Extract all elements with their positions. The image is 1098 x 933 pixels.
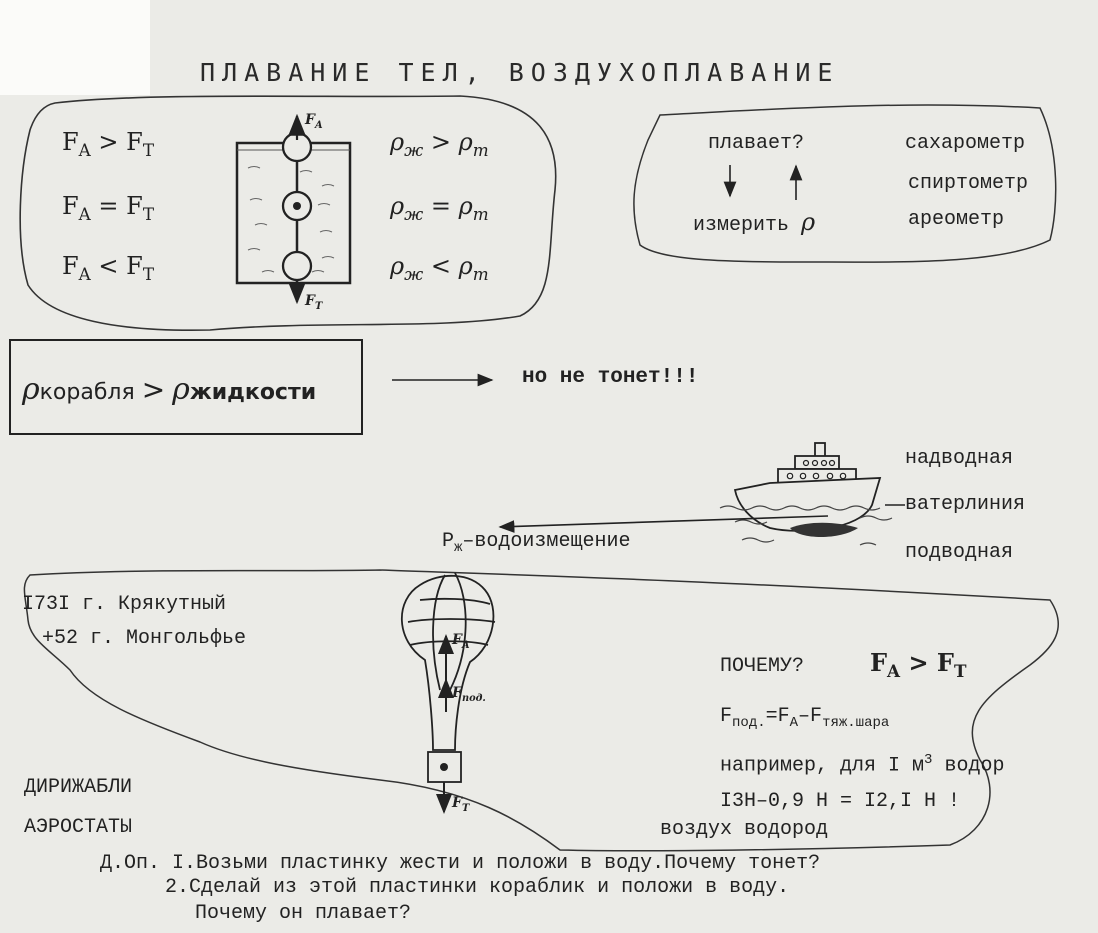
force-row-3: $F_A < F_T$ [62,252,155,284]
vessel-ft-label: $F_T$ [305,293,323,312]
ship-below-label: подводная [905,541,1014,564]
balloon-fpod-label: $F_{под.}$ [452,685,486,704]
force-row-1: $F_A > F_T$ [62,128,155,160]
density-row-1: $\rho_ж > \rho_т$ [390,128,489,160]
example-text: например, для I $м^3$ водор [720,752,1005,778]
balloon-fa-label: $F_A$ [452,632,470,651]
density-row-2: $\rho_ж = \rho_т$ [390,192,489,224]
history-line-2: +52 г. Монгольфье [42,627,247,650]
ball-bottom [283,252,311,280]
ship-density-formula: ρкорабля > ρжидкости [22,372,317,407]
instrument-3: ареометр [908,208,1005,231]
homework-line-1: Д.Оп. I.Возьми пластинку жести и положи в воду.Почему тонет? [100,852,821,875]
ship-above-label: надводная [905,447,1014,470]
craft-1: ДИРИЖАБЛИ [24,776,133,799]
not-sink-text: но не тонет!!! [522,366,699,389]
homework-line-2: 2.Сделай из этой пластинки кораблик и положи в воду. [165,876,790,899]
history-line-1: I73I г. Крякутный [22,593,227,616]
why-label: ПОЧЕМУ? [720,655,805,678]
instrument-2: спиртометр [908,172,1029,195]
balloon-ft-label: $F_T$ [452,795,470,814]
lift-formula: $F_{под.}=F_A-F_{тяж.шара}$ [720,705,890,731]
ship-drawing [735,443,880,537]
floats-question: плавает? [708,132,805,155]
homework-line-3: Почему он плавает? [195,902,412,925]
why-formula: $F_A > F_T$ [870,648,967,681]
vessel-fa-label: $F_A$ [305,112,323,131]
balloon-drawing [402,573,495,782]
ship-waterline-label: ватерлиния [905,493,1026,516]
instrument-1: сахарометр [905,132,1026,155]
force-row-2: $F_A = F_T$ [62,192,155,224]
displacement-label: $P_ж$–водоизмещение [442,530,631,556]
craft-2: АЭРОСТАТЫ [24,816,133,839]
calc-text: I3H–0,9 H = I2,I H ! [720,790,961,813]
density-row-3: $\rho_ж < \rho_т$ [390,252,489,284]
page-title: ПЛАВАНИЕ ТЕЛ, ВОЗДУХОПЛАВАНИЕ [200,58,840,87]
measure-rho: измерить ρ [693,208,816,237]
calc-under-labels: воздух водород [660,818,829,841]
